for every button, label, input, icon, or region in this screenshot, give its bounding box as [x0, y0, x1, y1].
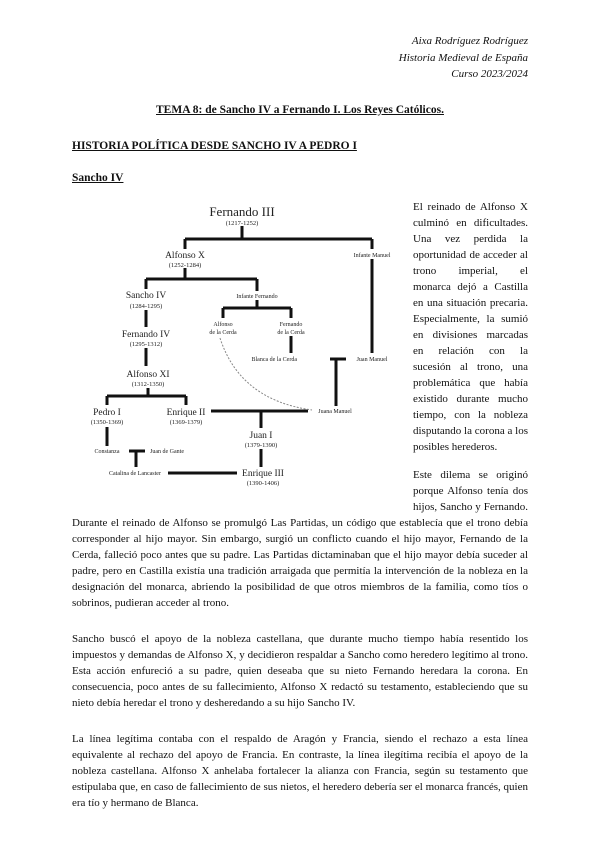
document-body: [72, 199, 528, 823]
node-sancho-iv: Sancho IV: [125, 291, 167, 301]
tree-connectors: [107, 226, 372, 473]
node-alfonso-xi: Alfonso XI: [126, 370, 170, 380]
node-constanza: Constanza: [94, 449, 120, 455]
node-years: (1390-1406): [246, 480, 280, 487]
family-tree-figure: [72, 199, 413, 509]
course-name: Historia Medieval de España: [398, 51, 528, 64]
node-years: (1295-1312): [129, 341, 163, 348]
family-tree-diagram: [60, 195, 405, 505]
node-years: (1369-1379): [169, 419, 203, 426]
node-juan-de-gante: Juan de Gante: [150, 449, 184, 455]
node-enrique-ii: Enrique II: [166, 408, 206, 418]
section-heading: HISTORIA POLÍTICA DESDE SANCHO IV A PEDRO I: [72, 140, 357, 152]
author-name: Aixa Rodríguez Rodríguez: [411, 35, 528, 47]
node-years: (1284-1295): [129, 303, 163, 310]
academic-year: Curso 2023/2024: [451, 68, 528, 80]
node-alfonso-de-la-cerda: Alfonso: [213, 322, 233, 328]
node-infante-fernando: Infante Fernando: [236, 294, 278, 300]
node-enrique-iii: Enrique III: [242, 469, 284, 479]
document-title: TEMA 8: de Sancho IV a Fernando I. Los Reyes Católicos.: [156, 104, 444, 116]
node-infante-manuel: Infante Manuel: [353, 253, 391, 259]
node-years: (1312-1350): [131, 381, 165, 388]
subsection-heading: Sancho IV: [72, 172, 124, 184]
paragraph: Este dilema se originó porque Alfonso tenía dos hijos, Sancho y Fernando. Durante el reinado de Alfonso se promulgó Las Partidas, un código que establecía que el trono debía corresponder al hijo mayor. Sin embargo, surgió un conflicto cuando el hijo mayor, Fernando de la Cerda, falleció poco antes que su padre. Las Partidas dictaminaban que el hijo mayor debía suceder al padre, pero en Castilla existía una tradición arraigada que permitía la intervención de la nobleza en la designación del monarca, abriendo la posibilidad de que otros miembros de la familia, como tíos o sobrinos, pudieran acceder al trono.: [72, 469, 528, 609]
node-catalina-de-lancaster: Catalina de Lancaster: [109, 471, 161, 477]
node-juan-i: Juan I: [249, 431, 273, 441]
node-years: (1379-1390): [244, 442, 278, 449]
node-years: (1217-1252): [225, 220, 259, 227]
paragraph: El reinado de Alfonso X culminó en dificultades. Una vez perdida la oportunidad de acceder al trono imperial, el monarca dejó a Castilla en una situación precaria. Especialmente, la sumió en divisiones marcadas en relación con la sucesión al trono, una problemática que había existido durante mucho tiempo, con la nobleza disputando la corona a los posibles herederos.: [413, 201, 528, 453]
node-years: (1350-1369): [90, 419, 124, 426]
node-juan-manuel: Juan Manuel: [356, 357, 388, 363]
node-fernando-iv: Fernando IV: [121, 330, 171, 340]
document-header: [399, 33, 528, 83]
paragraph: La línea legítima contaba con el respaldo de Aragón y Francia, siendo el rechazo a esta línea equivalente al rechazo del apoyo de Francia. En contraste, la línea ilegítima recibía el apoyo de la nobleza castellana. Alfonso X anhelaba fortalecer la alianza con Francia, según su testamento que estipulaba que, en caso de fallecimiento de sus nietos, el heredero debería ser el monarca francés, quien era tío y hermano de Blanca.: [72, 733, 528, 809]
node-fernando-de-la-cerda: Fernando: [279, 322, 303, 328]
node-years: (1252-1284): [168, 262, 202, 269]
paragraph: Sancho buscó el apoyo de la nobleza castellana, que durante mucho tiempo había resentido los impuestos y demandas de Alfonso X, y decidieron respaldar a Sancho como heredero legítimo al trono. Esta acción enfureció a su padre, quien deseaba que su nieto Fernando heredara la corona. En consecuencia, poco antes de su fallecimiento, Alfonso X redactó su testamento, estableciendo que su nieto debía heredar el trono y desheredando a su hijo Sancho IV.: [72, 633, 528, 709]
dashed-claim-line: [220, 338, 312, 410]
node-juana-manuel: Juana Manuel: [318, 409, 352, 415]
node-blanca-de-la-cerda: Blanca de la Cerda: [251, 357, 297, 363]
node-fernando-iii: Fernando III: [209, 204, 275, 219]
node-pedro-i: Pedro I: [93, 408, 121, 418]
node-label-line: de la Cerda: [209, 330, 237, 336]
node-label-line: de la Cerda: [277, 330, 305, 336]
node-alfonso-x: Alfonso X: [165, 251, 205, 261]
